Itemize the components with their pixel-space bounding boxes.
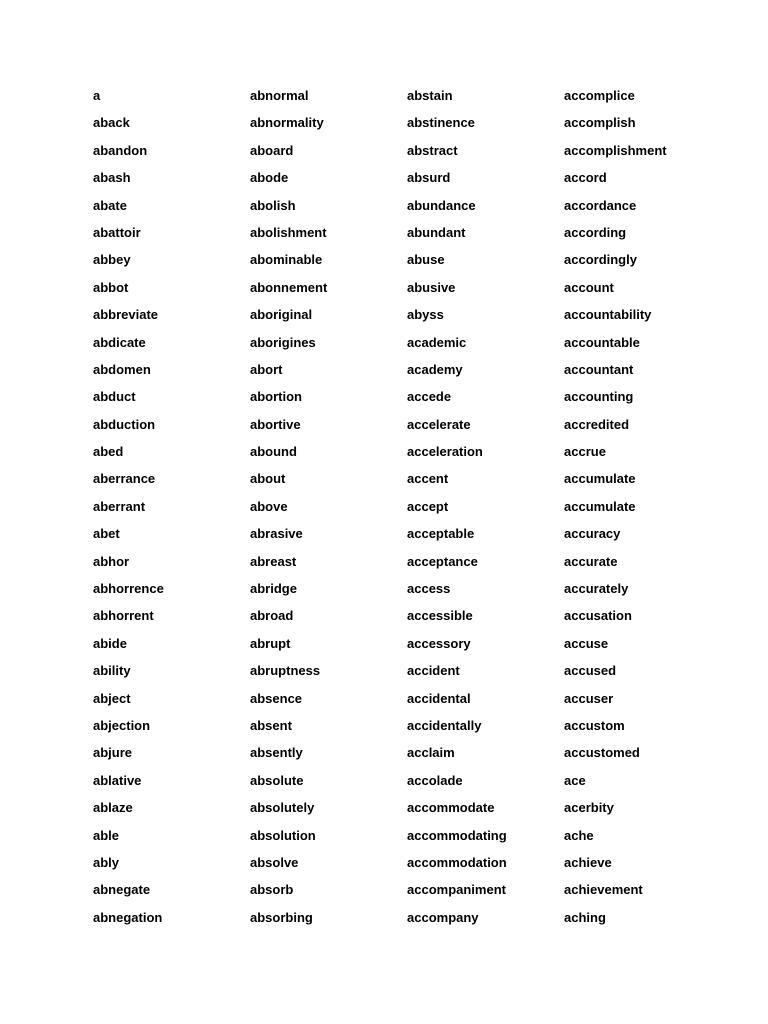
word-entry: accelerate (407, 416, 471, 432)
word-entry: accomplish (564, 115, 636, 131)
word-entry: abnegate (93, 882, 151, 898)
word-column-1 (93, 82, 250, 942)
word-entry: abduct (93, 389, 136, 405)
word-entry: ablaze (93, 800, 133, 816)
word-entry: abdomen (93, 361, 151, 377)
word-entry: abide (93, 635, 127, 651)
word-entry: account (564, 279, 614, 295)
word-entry: accordance (564, 197, 637, 213)
word-entry: abhorrent (93, 608, 154, 624)
word-entry: aberrant (93, 498, 146, 514)
word-entry: absent (250, 717, 292, 733)
word-entry: accidentally (407, 717, 482, 733)
word-entry: accordingly (564, 252, 637, 268)
word-entry: abundant (407, 224, 466, 240)
word-entry: abode (250, 170, 289, 186)
word-entry: absolution (250, 827, 316, 843)
word-entry: absently (250, 745, 303, 761)
word-entry: acceleration (407, 444, 483, 460)
word-entry: abduction (93, 416, 156, 432)
word-entry: absorb (250, 882, 294, 898)
word-entry: accrue (564, 444, 606, 460)
word-entry: above (250, 498, 288, 514)
word-entry: abound (250, 444, 297, 460)
word-entry: acclaim (407, 745, 455, 761)
word-entry: absolute (250, 772, 304, 788)
word-entry: accompany (407, 909, 479, 925)
word-entry: accomplice (564, 88, 635, 103)
word-entry: abusive (407, 279, 456, 295)
word-entry: abate (93, 197, 127, 213)
word-entry: achievement (564, 882, 643, 898)
word-entry: ace (564, 772, 586, 788)
word-entry: abed (93, 444, 124, 460)
word-entry: ably (93, 854, 120, 870)
word-entry: abreast (250, 553, 297, 569)
word-entry: accessory (407, 635, 471, 651)
word-entry: abnegation (93, 909, 163, 925)
word-entry: accidental (407, 690, 471, 706)
word-entry: abruptness (250, 663, 321, 679)
word-entry: abortive (250, 416, 301, 432)
word-entry: acceptable (407, 526, 475, 542)
word-entry: abandon (93, 142, 148, 158)
word-entry: academic (407, 334, 467, 350)
word-entry: accord (564, 170, 607, 186)
word-entry: accustom (564, 717, 625, 733)
word-entry: abridge (250, 581, 297, 597)
word-entry: abort (250, 361, 283, 377)
word-entry: abortion (250, 389, 302, 405)
word-entry: abattoir (93, 224, 141, 240)
word-entry: achieve (564, 854, 612, 870)
word-entry: abrasive (250, 526, 303, 542)
word-entry: accept (407, 498, 449, 514)
word-entry: acceptance (407, 553, 478, 569)
word-entry: acerbity (564, 800, 614, 816)
word-column-2 (250, 82, 407, 942)
word-entry: able (93, 827, 120, 843)
word-column-4 (564, 82, 721, 942)
word-entry: abhorrence (93, 581, 164, 597)
word-entry: abnormality (250, 115, 324, 131)
word-entry: abstain (407, 88, 453, 103)
word-entry: accurately (564, 581, 629, 597)
word-entry: aboard (250, 142, 294, 158)
word-entry: accuracy (564, 526, 621, 542)
word-entry: accuse (564, 635, 609, 651)
word-column-3 (407, 82, 564, 942)
word-entry: accommodate (407, 800, 495, 816)
word-entry: ache (564, 827, 594, 843)
word-entry: ability (93, 663, 131, 679)
word-entry: aborigines (250, 334, 316, 350)
word-entry: accused (564, 663, 617, 679)
word-entry: abonnement (250, 279, 328, 295)
word-entry: aback (93, 115, 130, 131)
word-entry: ablative (93, 772, 142, 788)
word-entry: accountable (564, 334, 640, 350)
word-entry: abstract (407, 142, 458, 158)
word-entry: accountant (564, 361, 634, 377)
word-entry: abjection (93, 717, 151, 733)
word-entry: abet (93, 526, 120, 542)
word-entry: according (564, 224, 627, 240)
word-entry: abroad (250, 608, 294, 624)
word-entry: accumulate (564, 471, 636, 487)
word-entry: abbey (93, 252, 131, 268)
word-entry: absolutely (250, 800, 315, 816)
word-entry: accident (407, 663, 460, 679)
word-entry: abject (93, 690, 131, 706)
word-entry: abash (93, 170, 131, 186)
word-entry: accredited (564, 416, 630, 432)
word-entry: abbot (93, 279, 129, 295)
word-entry: a (93, 88, 101, 103)
word-entry: accessible (407, 608, 473, 624)
word-entry: accurate (564, 553, 618, 569)
word-list-page (93, 82, 733, 942)
word-entry: accumulate (564, 498, 636, 514)
word-entry: accommodating (407, 827, 507, 843)
word-entry: accustomed (564, 745, 640, 761)
word-entry: abolish (250, 197, 296, 213)
word-entry: abnormal (250, 88, 309, 103)
word-entry: abrupt (250, 635, 291, 651)
word-entry: accounting (564, 389, 634, 405)
word-entry: absolve (250, 854, 299, 870)
word-entry: academy (407, 361, 463, 377)
word-entry: accusation (564, 608, 632, 624)
word-entry: abominable (250, 252, 323, 268)
word-entry: abstinence (407, 115, 475, 131)
word-entry: absence (250, 690, 303, 706)
word-entry: accent (407, 471, 449, 487)
word-entry: aberrance (93, 471, 156, 487)
word-entry: abolishment (250, 224, 327, 240)
word-entry: accomplishment (564, 142, 667, 158)
word-entry: abundance (407, 197, 476, 213)
word-entry: absorbing (250, 909, 313, 925)
word-entry: abyss (407, 307, 444, 323)
word-entry: accuser (564, 690, 614, 706)
word-entry: abdicate (93, 334, 146, 350)
word-entry: accompaniment (407, 882, 506, 898)
word-entry: accommodation (407, 854, 507, 870)
word-entry: accede (407, 389, 452, 405)
word-entry: abjure (93, 745, 133, 761)
word-entry: aboriginal (250, 307, 313, 323)
word-entry: abbreviate (93, 307, 159, 323)
word-entry: accolade (407, 772, 463, 788)
word-entry: about (250, 471, 286, 487)
word-entry: aching (564, 909, 606, 925)
word-entry: access (407, 581, 451, 597)
word-entry: abhor (93, 553, 130, 569)
word-entry: absurd (407, 170, 451, 186)
word-entry: abuse (407, 252, 445, 268)
word-entry: accountability (564, 307, 652, 323)
